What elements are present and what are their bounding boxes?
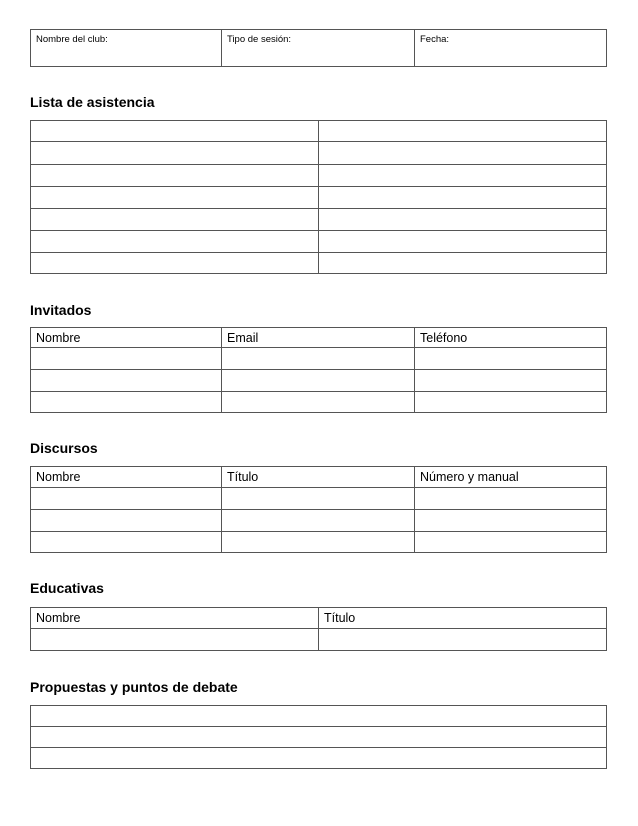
speech-cell[interactable] <box>31 532 222 553</box>
attendance-title: Lista de asistencia <box>30 94 155 110</box>
table-row <box>31 209 607 231</box>
educational-cell[interactable] <box>319 629 607 651</box>
column-header-title: Título <box>319 608 607 629</box>
proposals-title: Propuestas y puntos de debate <box>30 679 238 695</box>
attendance-cell[interactable] <box>31 187 319 209</box>
table-row <box>31 748 607 769</box>
speeches-table <box>30 466 607 553</box>
attendance-table <box>30 120 607 274</box>
table-row <box>31 706 607 727</box>
speech-cell[interactable] <box>31 510 222 532</box>
table-row <box>31 253 607 274</box>
table-row <box>31 370 607 392</box>
attendance-cell[interactable] <box>319 165 607 187</box>
guest-cell[interactable] <box>415 370 607 392</box>
guests-header-row <box>31 328 607 348</box>
club-name-field[interactable] <box>31 30 222 67</box>
date-label: Fecha: <box>420 34 450 45</box>
date-field[interactable] <box>415 30 607 67</box>
speech-cell[interactable] <box>415 532 607 553</box>
attendance-cell[interactable] <box>319 231 607 253</box>
attendance-cell[interactable] <box>319 187 607 209</box>
table-row <box>31 727 607 748</box>
speech-cell[interactable] <box>222 510 415 532</box>
speech-cell[interactable] <box>222 488 415 510</box>
attendance-cell[interactable] <box>31 209 319 231</box>
table-row <box>31 629 607 651</box>
guest-cell[interactable] <box>222 348 415 370</box>
attendance-cell[interactable] <box>319 209 607 231</box>
table-row <box>31 348 607 370</box>
speech-cell[interactable] <box>415 510 607 532</box>
guest-cell[interactable] <box>31 348 222 370</box>
guest-cell[interactable] <box>222 392 415 413</box>
speeches-title: Discursos <box>30 440 98 456</box>
attendance-cell[interactable] <box>319 253 607 274</box>
session-type-label: Tipo de sesión: <box>227 34 292 45</box>
attendance-cell[interactable] <box>319 121 607 142</box>
attendance-cell[interactable] <box>31 253 319 274</box>
proposals-table <box>30 705 607 769</box>
educational-table <box>30 607 607 651</box>
column-header-email: Email <box>222 328 415 348</box>
table-row <box>31 165 607 187</box>
column-header-name: Nombre <box>31 467 222 488</box>
table-row <box>31 142 607 165</box>
guest-cell[interactable] <box>415 392 607 413</box>
guests-title: Invitados <box>30 302 92 318</box>
attendance-cell[interactable] <box>31 165 319 187</box>
guest-cell[interactable] <box>415 348 607 370</box>
table-row <box>31 510 607 532</box>
table-row <box>31 231 607 253</box>
speeches-header-row <box>31 467 607 488</box>
guest-cell[interactable] <box>222 370 415 392</box>
speech-cell[interactable] <box>415 488 607 510</box>
attendance-cell[interactable] <box>31 142 319 165</box>
attendance-cell[interactable] <box>31 121 319 142</box>
column-header-phone: Teléfono <box>415 328 607 348</box>
header-table <box>30 29 607 67</box>
proposal-cell[interactable] <box>31 706 607 727</box>
attendance-cell[interactable] <box>31 231 319 253</box>
table-row <box>31 488 607 510</box>
speech-cell[interactable] <box>222 532 415 553</box>
guests-table <box>30 327 607 413</box>
header-row <box>31 30 607 67</box>
guest-cell[interactable] <box>31 370 222 392</box>
educational-title: Educativas <box>30 580 104 596</box>
session-type-field[interactable] <box>222 30 415 67</box>
proposal-cell[interactable] <box>31 748 607 769</box>
table-row <box>31 392 607 413</box>
table-row <box>31 121 607 142</box>
column-header-title: Título <box>222 467 415 488</box>
educational-cell[interactable] <box>31 629 319 651</box>
table-row <box>31 187 607 209</box>
column-header-name: Nombre <box>31 328 222 348</box>
proposal-cell[interactable] <box>31 727 607 748</box>
guest-cell[interactable] <box>31 392 222 413</box>
speech-cell[interactable] <box>31 488 222 510</box>
column-header-name: Nombre <box>31 608 319 629</box>
table-row <box>31 532 607 553</box>
club-name-label: Nombre del club: <box>36 34 108 45</box>
attendance-cell[interactable] <box>319 142 607 165</box>
column-header-number-manual: Número y manual <box>415 467 607 488</box>
educational-header-row <box>31 608 607 629</box>
